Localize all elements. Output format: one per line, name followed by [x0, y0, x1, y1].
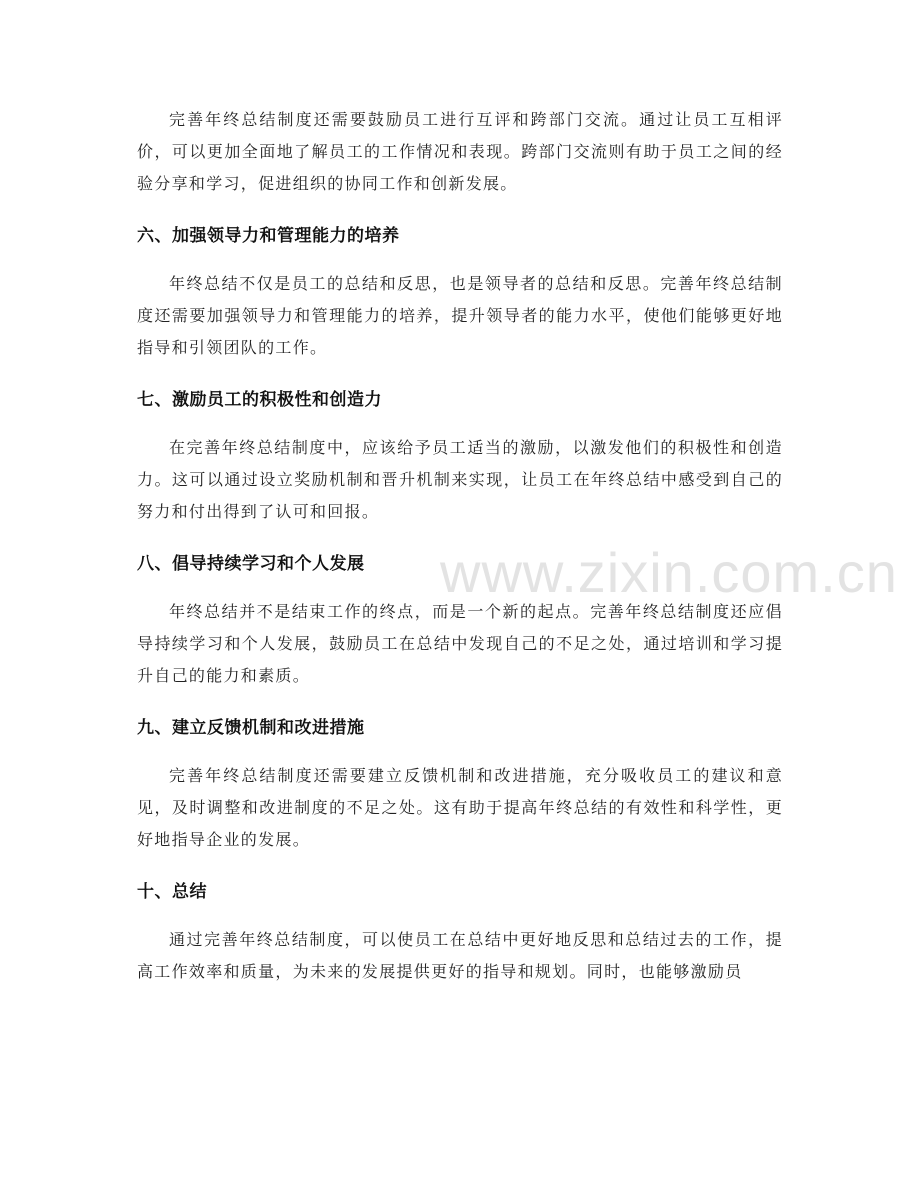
paragraph-section-9: 完善年终总结制度还需要建立反馈机制和改进措施，充分吸收员工的建议和意见，及时调整和改进制度的不足之处。这有助于提高年终总结的有效性和科学性，更好地指导企业的发展。 — [137, 766, 783, 849]
heading-section-7: 七、激励员工的积极性和创造力 — [137, 390, 382, 410]
paragraph-section-8: 年终总结并不是结束工作的终点，而是一个新的起点。完善年终总结制度还应倡导持续学习和个人发展，鼓励员工在总结中发现自己的不足之处，通过培训和学习提升自己的能力和素质。 — [137, 602, 783, 685]
paragraph-section-10: 通过完善年终总结制度，可以使员工在总结中更好地反思和总结过去的工作，提高工作效率和质量，为未来的发展提供更好的指导和规划。同时，也能够激励员 — [137, 930, 783, 981]
document-body — [137, 104, 783, 988]
site-watermark: www.zixin.com.cn — [440, 541, 898, 604]
heading-section-8: 八、倡导持续学习和个人发展 — [137, 554, 365, 574]
paragraph-section-7: 在完善年终总结制度中，应该给予员工适当的激励，以激发他们的积极性和创造力。这可以通过设立奖励机制和晋升机制来实现，让员工在年终总结中感受到自己的努力和付出得到了认可和回报。 — [137, 438, 783, 521]
heading-section-6: 六、加强领导力和管理能力的培养 — [137, 226, 400, 246]
heading-section-9: 九、建立反馈机制和改进措施 — [137, 718, 365, 738]
paragraph-section-6: 年终总结不仅是员工的总结和反思，也是领导者的总结和反思。完善年终总结制度还需要加强领导力和管理能力的培养，提升领导者的能力水平，使他们能够更好地指导和引领团队的工作。 — [137, 274, 783, 357]
heading-section-10: 十、总结 — [137, 882, 207, 902]
paragraph-intro: 完善年终总结制度还需要鼓励员工进行互评和跨部门交流。通过让员工互相评价，可以更加全面地了解员工的工作情况和表现。跨部门交流则有助于员工之间的经验分享和学习，促进组织的协同工作和创新发展。 — [137, 110, 783, 193]
